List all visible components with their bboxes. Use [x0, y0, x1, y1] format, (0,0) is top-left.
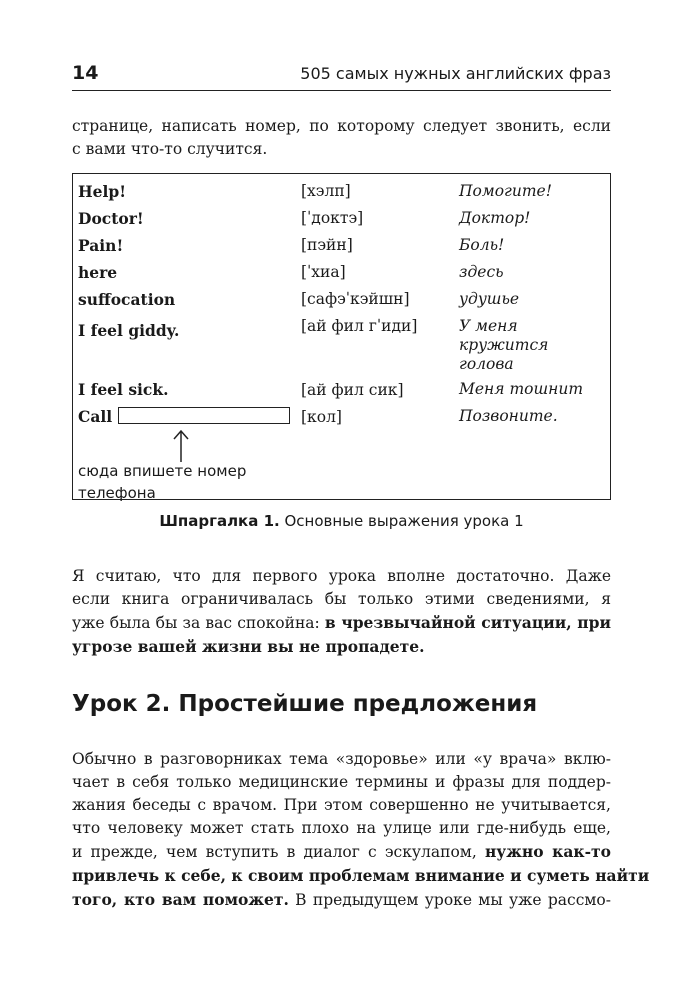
phrase-transcription: [кол] [301, 408, 342, 426]
phrase-english: I feel giddy. [78, 321, 180, 340]
phrase-english: here [78, 263, 118, 282]
phrase-russian: кружится [459, 336, 549, 354]
text-line: Обычно в разговорниках тема «здоровье» или «у врача» вклю- [72, 750, 611, 768]
hint-line: сюда впишете номер [78, 462, 247, 480]
caption-label: Шпаргалка 1. [159, 512, 280, 530]
text-line: чает в себя только медицинские термины и фразы для поддер- [72, 773, 611, 791]
phrase-transcription: [ˈдоктэ] [301, 209, 364, 227]
phone-hint [78, 460, 246, 504]
phrase-transcription: [пэйн] [301, 236, 353, 254]
phrase-english: suffocation [78, 290, 176, 309]
phrase-transcription: [ˈхиа] [301, 263, 346, 281]
phrase-english: Help! [78, 182, 127, 201]
page-number: 14 [72, 62, 99, 84]
running-title: 505 самых нужных английских фраз [300, 64, 611, 83]
text-line: жания беседы с врачом. При этом совершенно не учитывается, [72, 796, 611, 814]
phone-number-blank [118, 407, 290, 424]
phrase-russian: голова [459, 355, 514, 373]
text-run: и прежде, чем вступить в диалог с эскулапом, [72, 843, 485, 861]
body-paragraph [72, 565, 611, 659]
header-divider [72, 90, 611, 91]
intro-paragraph [72, 115, 611, 161]
hint-line: телефона [78, 484, 156, 502]
bold-run: привлечь к себе, к своим проблемам внимание и суметь найти [72, 866, 650, 885]
phrase-russian: здесь [459, 263, 504, 281]
phrase-english: Doctor! [78, 209, 144, 228]
phrase-russian: У меня [459, 317, 518, 335]
phrase-transcription: [ай фил сик] [301, 381, 404, 399]
phrase-russian: Позвоните. [459, 407, 558, 425]
phrase-russian: Помогите! [459, 182, 552, 200]
phrase-english: Pain! [78, 236, 124, 255]
text-line [72, 840, 611, 864]
bold-run: нужно как-то [484, 842, 611, 861]
text-run: В предыдущем уроке мы уже рассмо- [288, 891, 611, 909]
bold-run: того, кто вам поможет. [72, 890, 289, 909]
section-heading: Урок 2. Простейшие предложения [72, 691, 538, 717]
caption-text: Основные выражения урока 1 [279, 512, 524, 530]
text-line: странице, написать номер, по которому следует звонить, если [72, 117, 611, 135]
arrow-up-icon [171, 429, 191, 463]
bold-run: в чрезвычайной ситуации, при [324, 613, 611, 632]
phrase-transcription: [ай фил гˈиди] [301, 317, 418, 335]
text-line: с вами что-то случится. [72, 140, 268, 158]
text-line [72, 611, 611, 635]
text-line [72, 864, 650, 888]
text-run: уже была бы за вас спокойна: [72, 614, 325, 632]
table-caption [0, 512, 683, 530]
text-line: если книга ограничивалась бы только этими сведениями, я [72, 590, 611, 608]
phrase-russian: Боль! [459, 236, 505, 254]
text-line [72, 888, 611, 912]
text-line [72, 635, 611, 659]
phrase-russian: Доктор! [459, 209, 531, 227]
cheat-sheet-table [72, 173, 611, 500]
phrase-russian: Меня тошнит [459, 380, 584, 398]
bold-run: угрозе вашей жизни вы не пропадете. [72, 637, 425, 656]
phrase-russian: удушье [459, 290, 520, 308]
text-line: Я считаю, что для первого урока вполне достаточно. Даже [72, 567, 611, 585]
phrase-english: Call [78, 407, 113, 426]
phrase-english: I feel sick. [78, 380, 169, 399]
phrase-transcription: [хэлп] [301, 182, 351, 200]
body-paragraph [72, 748, 650, 912]
text-line: что человеку может стать плохо на улице или где-нибудь еще, [72, 819, 611, 837]
phrase-transcription: [сафэˈкэйшн] [301, 290, 410, 308]
